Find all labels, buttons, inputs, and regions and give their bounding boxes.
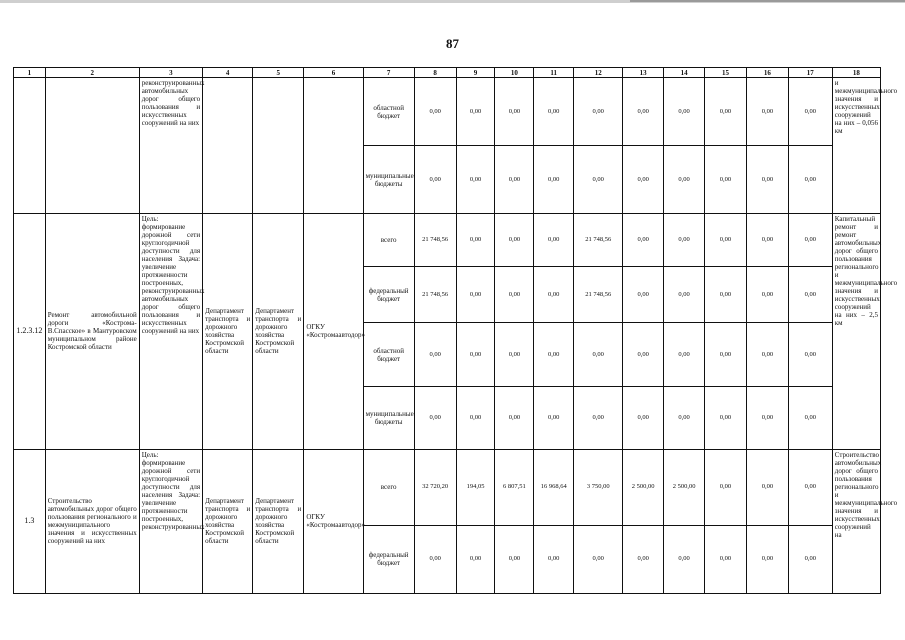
- col-header: 11: [534, 68, 574, 78]
- col-header: 1: [14, 68, 46, 78]
- amount-cell: 32 720,20: [414, 449, 456, 525]
- budget-table: [13, 67, 898, 594]
- amount-cell: 0,00: [456, 323, 495, 386]
- amount-cell: 0,00: [664, 78, 705, 146]
- amount-cell: 0,00: [788, 267, 832, 323]
- amount-cell: 0,00: [534, 214, 574, 267]
- amount-cell: 0,00: [414, 78, 456, 146]
- amount-cell: 0,00: [623, 525, 664, 593]
- amount-cell: 0,00: [705, 78, 747, 146]
- amount-cell: 0,00: [574, 386, 623, 449]
- amount-cell: 0,00: [705, 323, 747, 386]
- amount-cell: 0,00: [534, 267, 574, 323]
- amount-cell: 0,00: [456, 267, 495, 323]
- cell-empty: [203, 78, 253, 214]
- col-header: 6: [304, 68, 363, 78]
- amount-cell: 2 500,00: [664, 449, 705, 525]
- amount-cell: 0,00: [495, 146, 534, 214]
- col-header: 7: [363, 68, 414, 78]
- amount-cell: 0,00: [788, 146, 832, 214]
- funding-source: муниципальные бюджеты: [363, 386, 414, 449]
- amount-cell: 0,00: [495, 267, 534, 323]
- amount-cell: 0,00: [623, 214, 664, 267]
- amount-cell: 0,00: [414, 525, 456, 593]
- amount-cell: 0,00: [623, 386, 664, 449]
- amount-cell: 0,00: [705, 214, 747, 267]
- participant: ОГКУ «Костромаавтодор»: [304, 214, 363, 449]
- col-header: 17: [788, 68, 832, 78]
- amount-cell: 0,00: [495, 525, 534, 593]
- amount-cell: 0,00: [664, 214, 705, 267]
- amount-cell: 0,00: [705, 449, 747, 525]
- amount-cell: 21 748,56: [414, 267, 456, 323]
- column-number-row: [14, 68, 881, 78]
- co-executor: Департамент транспорта и дорожного хозяйства Костромской области: [253, 214, 304, 449]
- amount-cell: 0,00: [664, 525, 705, 593]
- amount-cell: 0,00: [574, 78, 623, 146]
- amount-cell: 0,00: [788, 386, 832, 449]
- amount-cell: 2 500,00: [623, 449, 664, 525]
- amount-cell: 0,00: [746, 267, 788, 323]
- scan-edge-dark: [630, 0, 905, 2]
- amount-cell: 0,00: [534, 78, 574, 146]
- col-header: 16: [746, 68, 788, 78]
- measure-goal: Цель: формирование дорожной сети круглогодичной доступности для населения Задача: увеличение протяженности построенных, реконструированных автомобильных дорог общего пользования и искусственных сооружений на них: [139, 214, 202, 449]
- table-row: [14, 78, 881, 146]
- amount-cell: 0,00: [534, 386, 574, 449]
- cell-empty: [253, 78, 304, 214]
- expected-result: Строительство автомобильных дорог общего пользования регионального и межмуниципального значения и искусственных сооружений на: [832, 449, 880, 593]
- amount-cell: 0,00: [746, 214, 788, 267]
- col-header: 2: [45, 68, 139, 78]
- funding-source: федеральный бюджет: [363, 525, 414, 593]
- funding-source: всего: [363, 449, 414, 525]
- measure-name: Строительство автомобильных дорог общего пользования регионального и межмуниципального значения и искусственных сооружений на них: [45, 449, 139, 593]
- amount-cell: 0,00: [495, 78, 534, 146]
- table-row: [14, 449, 881, 525]
- amount-cell: 0,00: [746, 146, 788, 214]
- amount-cell: 0,00: [574, 323, 623, 386]
- funding-source: федеральный бюджет: [363, 267, 414, 323]
- page-number: 87: [446, 36, 459, 51]
- amount-cell: 16 968,64: [534, 449, 574, 525]
- col-header: 14: [664, 68, 705, 78]
- measure-goal: Цель: формирование дорожной сети круглогодичной доступности для населения Задача: увеличение протяженности построенных, реконструированных: [139, 449, 202, 593]
- amount-cell: 0,00: [746, 449, 788, 525]
- amount-cell: 3 750,00: [574, 449, 623, 525]
- funding-source: муниципальные бюджеты: [363, 146, 414, 214]
- amount-cell: 0,00: [788, 525, 832, 593]
- col-header: 3: [139, 68, 202, 78]
- amount-cell: 0,00: [788, 214, 832, 267]
- amount-cell: 0,00: [746, 525, 788, 593]
- col-header: 12: [574, 68, 623, 78]
- col-header: 10: [495, 68, 534, 78]
- amount-cell: 0,00: [456, 214, 495, 267]
- cell-empty: [14, 78, 46, 214]
- cell-empty: [304, 78, 363, 214]
- responsible-executor: Департамент транспорта и дорожного хозяйства Костромской области: [203, 214, 253, 449]
- amount-cell: 6 807,51: [495, 449, 534, 525]
- amount-cell: 0,00: [623, 78, 664, 146]
- item-number: 1.2.3.12: [14, 214, 46, 449]
- amount-cell: 0,00: [574, 146, 623, 214]
- expected-result: Капитальный ремонт и ремонт автомобильных дорог общего пользования регионального и межмуниципального значения и искусственных сооружений на них – 2,5 км: [832, 214, 880, 449]
- cell-empty: [45, 78, 139, 214]
- participant: ОГКУ «Костромаавтодор»: [304, 449, 363, 593]
- amount-cell: 0,00: [623, 323, 664, 386]
- item-number: 1.3: [14, 449, 46, 593]
- funding-source: всего: [363, 214, 414, 267]
- table-row: [14, 214, 881, 267]
- amount-cell: 21 748,56: [414, 214, 456, 267]
- amount-cell: 0,00: [534, 525, 574, 593]
- amount-cell: 0,00: [788, 449, 832, 525]
- amount-cell: 0,00: [534, 146, 574, 214]
- amount-cell: 0,00: [574, 525, 623, 593]
- amount-cell: 0,00: [664, 386, 705, 449]
- amount-cell: 0,00: [456, 386, 495, 449]
- amount-cell: 0,00: [664, 267, 705, 323]
- expected-result: и межмуниципального значения и искусственных сооружений на них – 0,056 км: [832, 78, 880, 214]
- amount-cell: 0,00: [495, 214, 534, 267]
- amount-cell: 194,05: [456, 449, 495, 525]
- col-header: 5: [253, 68, 304, 78]
- measure-name: Ремонт автомобильной дороги «Кострома-В.Спасское» в Мантуровском муниципальном районе Костромской области: [45, 214, 139, 449]
- amount-cell: 0,00: [705, 525, 747, 593]
- amount-cell: 0,00: [456, 146, 495, 214]
- col-header: 9: [456, 68, 495, 78]
- col-header: 15: [705, 68, 747, 78]
- responsible-executor: Департамент транспорта и дорожного хозяйства Костромской области: [203, 449, 253, 593]
- amount-cell: 0,00: [705, 267, 747, 323]
- amount-cell: 21 748,56: [574, 267, 623, 323]
- amount-cell: 0,00: [495, 323, 534, 386]
- amount-cell: 0,00: [664, 323, 705, 386]
- amount-cell: 0,00: [534, 323, 574, 386]
- amount-cell: 0,00: [414, 323, 456, 386]
- amount-cell: 0,00: [456, 525, 495, 593]
- amount-cell: 0,00: [705, 146, 747, 214]
- amount-cell: 0,00: [456, 78, 495, 146]
- amount-cell: 0,00: [623, 146, 664, 214]
- amount-cell: 0,00: [788, 323, 832, 386]
- amount-cell: 0,00: [788, 78, 832, 146]
- amount-cell: 0,00: [705, 386, 747, 449]
- col-header: 13: [623, 68, 664, 78]
- amount-cell: 0,00: [414, 146, 456, 214]
- col-header: 4: [203, 68, 253, 78]
- amount-cell: 0,00: [746, 323, 788, 386]
- co-executor: Департамент транспорта и дорожного хозяйства Костромской области: [253, 449, 304, 593]
- amount-cell: 0,00: [746, 78, 788, 146]
- funding-source: областной бюджет: [363, 323, 414, 386]
- amount-cell: 0,00: [664, 146, 705, 214]
- col-header: 18: [832, 68, 880, 78]
- amount-cell: 0,00: [495, 386, 534, 449]
- col-header: 8: [414, 68, 456, 78]
- amount-cell: 0,00: [623, 267, 664, 323]
- amount-cell: 0,00: [746, 386, 788, 449]
- amount-cell: 21 748,56: [574, 214, 623, 267]
- funding-source: областной бюджет: [363, 78, 414, 146]
- amount-cell: 0,00: [414, 386, 456, 449]
- measure-goal: реконструированных автомобильных дорог общего пользования и искусственных сооружений на них: [139, 78, 202, 214]
